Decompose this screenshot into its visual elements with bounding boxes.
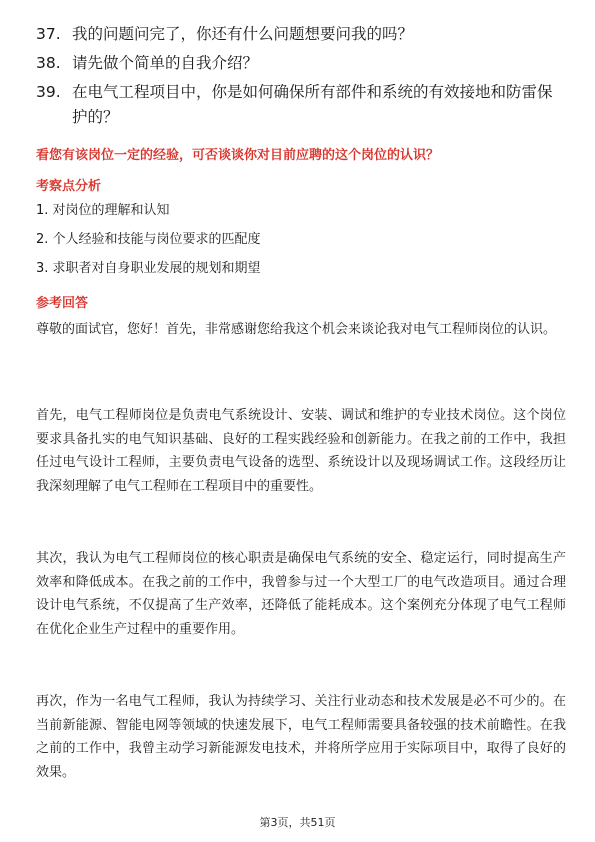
answer-paragraph: 再次，作为一名电气工程师，我认为持续学习、关注行业动态和技术发展是必不可少的。在当前新能源、智能电网等领域的快速发展下，电气工程师需要具备较强的技术前瞻性。在我之前的工作中，我曾主动学习新能源发电技术，并将所学应用于实际项目中，取得了良好的效果。 bbox=[36, 694, 566, 780]
analysis-list bbox=[36, 201, 566, 288]
analysis-point: 2. 个人经验和技能与岗位要求的匹配度 bbox=[36, 232, 261, 247]
analysis-heading: 考察点分析 bbox=[36, 179, 102, 194]
question-number: 37. bbox=[36, 25, 61, 43]
question-item bbox=[36, 80, 566, 130]
analysis-point: 3. 求职者对自身职业发展的规划和期望 bbox=[36, 261, 261, 276]
question-number: 39. bbox=[36, 83, 61, 101]
answer-paragraph: 首先，电气工程师岗位是负责电气系统设计、安装、调试和维护的专业技术岗位。这个岗位要求具备扎实的电气知识基础、良好的工程实践经验和创新能力。在我之前的工作中，我担任过电气设计工程师，主要负责电气设备的选型、系统设计以及现场调试工作。这段经历让我深刻理解了电气工程师在工程项目中的重要性。 bbox=[36, 408, 566, 494]
question-text: 在电气工程项目中，你是如何确保所有部件和系统的有效接地和防雷保护的？ bbox=[72, 83, 553, 126]
page-footer: 第3页，共51页 bbox=[259, 816, 336, 829]
question-list bbox=[36, 22, 566, 134]
question-item bbox=[36, 51, 566, 76]
answer-paragraph: 其次，我认为电气工程师岗位的核心职责是确保电气系统的安全、稳定运行，同时提高生产效率和降低成本。在我之前的工作中，我曾参与过一个大型工厂的电气改造项目。通过合理设计电气系统，不仅提高了生产效率，还降低了能耗成本。这个案例充分体现了电气工程师在优化企业生产过程中的重要作用。 bbox=[36, 551, 566, 637]
question-number: 38. bbox=[36, 54, 61, 72]
answer-paragraph: 尊敬的面试官，您好！首先，非常感谢您给我这个机会来谈论我对电气工程师岗位的认识。 bbox=[36, 322, 557, 337]
analysis-point: 1. 对岗位的理解和认知 bbox=[36, 203, 170, 218]
question-text: 请先做个简单的自我介绍？ bbox=[72, 54, 259, 72]
question-text: 我的问题问完了，你还有什么问题想要问我的吗？ bbox=[72, 25, 414, 43]
question-item bbox=[36, 22, 566, 47]
answer-heading: 参考回答 bbox=[36, 296, 89, 311]
interview-question-heading: 看您有该岗位一定的经验，可否谈谈你对目前应聘的这个岗位的认识？ bbox=[36, 148, 440, 163]
